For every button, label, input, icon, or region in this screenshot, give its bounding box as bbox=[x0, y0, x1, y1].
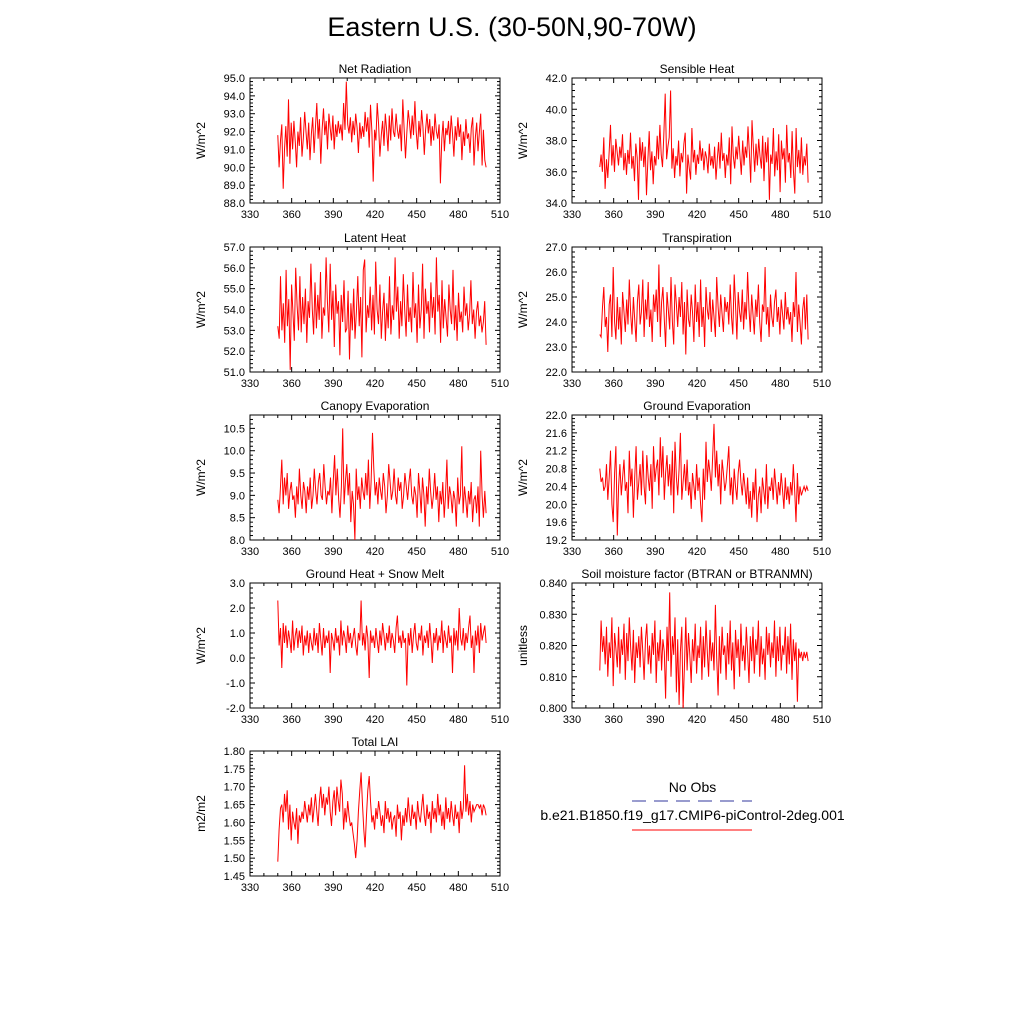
x-tick-label: 330 bbox=[240, 882, 260, 894]
panel-title: Ground Evaporation bbox=[643, 399, 751, 413]
y-tick-label: 8.0 bbox=[229, 535, 245, 547]
x-tick-label: 510 bbox=[812, 209, 832, 221]
y-tick-label: 51.0 bbox=[223, 367, 245, 379]
y-tick-label: 55.0 bbox=[223, 283, 245, 296]
y-tick-label: 36.0 bbox=[545, 166, 567, 179]
x-tick-label: 360 bbox=[282, 378, 301, 390]
x-tick-label: 450 bbox=[729, 378, 748, 390]
panel-title: Total LAI bbox=[351, 735, 399, 749]
y-tick-label: 52.0 bbox=[223, 346, 245, 359]
y-tick-label: 2.0 bbox=[229, 603, 245, 615]
y-axis-label: W/m^2 bbox=[516, 459, 530, 496]
series-line bbox=[600, 265, 808, 355]
y-tick-label: 8.5 bbox=[229, 512, 245, 525]
series-line bbox=[600, 91, 808, 200]
y-tick-label: 0.0 bbox=[229, 653, 245, 665]
y-tick-label: 9.0 bbox=[229, 490, 245, 503]
legend-obs-label: No Obs bbox=[668, 779, 717, 795]
series-line bbox=[278, 82, 486, 189]
x-tick-label: 510 bbox=[812, 378, 832, 390]
y-tick-label: 19.6 bbox=[545, 517, 567, 530]
x-tick-label: 390 bbox=[646, 378, 665, 390]
chart-panel bbox=[516, 231, 831, 390]
x-tick-label: 450 bbox=[407, 378, 426, 390]
x-tick-label: 480 bbox=[449, 882, 468, 894]
y-tick-label: -2.0 bbox=[226, 703, 245, 715]
y-axis-label: W/m^2 bbox=[194, 291, 208, 328]
y-tick-label: 90.0 bbox=[223, 162, 245, 175]
series-line bbox=[278, 257, 486, 370]
y-tick-label: 22.0 bbox=[545, 367, 567, 379]
chart-panel bbox=[516, 567, 831, 726]
y-tick-label: 56.0 bbox=[223, 262, 245, 275]
y-axis-label: unitless bbox=[516, 625, 530, 666]
y-tick-label: 20.0 bbox=[545, 499, 567, 512]
y-tick-label: 54.0 bbox=[223, 304, 245, 317]
x-tick-label: 480 bbox=[449, 714, 468, 726]
x-tick-label: 480 bbox=[449, 378, 468, 390]
x-tick-label: 390 bbox=[646, 209, 665, 221]
x-tick-label: 510 bbox=[490, 209, 510, 221]
y-tick-label: 10.0 bbox=[223, 445, 245, 458]
chart-panel bbox=[516, 399, 831, 558]
x-tick-label: 420 bbox=[365, 714, 385, 726]
panel-title: Net Radiation bbox=[338, 62, 412, 76]
y-axis-label: W/m^2 bbox=[194, 122, 208, 159]
x-tick-label: 480 bbox=[771, 378, 790, 390]
y-tick-label: 1.80 bbox=[223, 746, 245, 758]
y-tick-label: 0.800 bbox=[539, 703, 567, 715]
y-tick-label: 1.65 bbox=[223, 799, 245, 812]
chart-panel bbox=[194, 231, 509, 390]
series-line bbox=[278, 601, 486, 686]
series-line bbox=[278, 765, 486, 861]
y-tick-label: 1.50 bbox=[223, 853, 245, 866]
x-tick-label: 360 bbox=[604, 714, 623, 726]
x-tick-label: 330 bbox=[562, 209, 582, 221]
chart-panel bbox=[194, 735, 509, 894]
x-tick-label: 450 bbox=[729, 209, 748, 221]
y-tick-label: 42.0 bbox=[545, 73, 567, 85]
x-tick-label: 510 bbox=[490, 882, 510, 894]
x-tick-label: 480 bbox=[771, 714, 790, 726]
chart-panel bbox=[194, 399, 509, 558]
y-tick-label: 21.6 bbox=[545, 427, 567, 440]
y-tick-label: 19.2 bbox=[545, 535, 567, 547]
chart-panel bbox=[194, 567, 509, 726]
x-tick-label: 360 bbox=[604, 209, 623, 221]
x-tick-label: 360 bbox=[282, 209, 301, 221]
y-tick-label: 0.830 bbox=[539, 609, 567, 622]
legend-obs-line bbox=[630, 798, 755, 804]
y-tick-label: 53.0 bbox=[223, 325, 245, 338]
y-axis-label: W/m^2 bbox=[194, 459, 208, 496]
x-tick-label: 420 bbox=[687, 546, 707, 558]
series-line bbox=[278, 428, 486, 540]
y-axis-label: W/m^2 bbox=[516, 291, 530, 328]
y-axis-label: W/m^2 bbox=[194, 627, 208, 664]
y-tick-label: 24.0 bbox=[545, 317, 567, 329]
y-tick-label: 21.2 bbox=[545, 445, 567, 458]
y-tick-label: 34.0 bbox=[545, 198, 567, 210]
x-tick-label: 390 bbox=[324, 378, 343, 390]
y-tick-label: 0.820 bbox=[539, 640, 567, 653]
y-tick-label: 0.810 bbox=[539, 671, 567, 684]
y-tick-label: 22.0 bbox=[545, 410, 567, 422]
y-tick-label: 89.0 bbox=[223, 180, 245, 193]
x-tick-label: 330 bbox=[240, 714, 260, 726]
y-tick-label: 27.0 bbox=[545, 242, 567, 254]
y-tick-label: 1.75 bbox=[223, 763, 245, 776]
x-tick-label: 420 bbox=[687, 714, 707, 726]
legend-model-label: b.e21.B1850.f19_g17.CMIP6-piControl-2deg.001 bbox=[540, 807, 845, 823]
x-tick-label: 450 bbox=[407, 546, 426, 558]
x-tick-label: 450 bbox=[407, 209, 426, 221]
y-tick-label: 1.45 bbox=[223, 871, 245, 883]
x-tick-label: 510 bbox=[490, 546, 510, 558]
y-tick-label: 1.0 bbox=[229, 628, 245, 640]
y-tick-label: 94.0 bbox=[223, 90, 245, 103]
y-tick-label: -1.0 bbox=[226, 678, 245, 690]
y-tick-label: 38.0 bbox=[545, 135, 567, 148]
x-tick-label: 390 bbox=[324, 209, 343, 221]
panel-title: Transpiration bbox=[662, 231, 732, 245]
x-tick-label: 450 bbox=[729, 546, 748, 558]
y-tick-label: 91.0 bbox=[223, 144, 245, 157]
chart-panel bbox=[194, 62, 509, 221]
x-tick-label: 360 bbox=[282, 714, 301, 726]
y-tick-label: 95.0 bbox=[223, 73, 245, 85]
x-tick-label: 330 bbox=[562, 546, 582, 558]
y-tick-label: 40.0 bbox=[545, 104, 567, 117]
y-tick-label: 10.5 bbox=[223, 423, 245, 436]
series-line bbox=[600, 592, 808, 708]
x-tick-label: 330 bbox=[240, 546, 260, 558]
x-tick-label: 420 bbox=[365, 378, 385, 390]
x-tick-label: 360 bbox=[604, 546, 623, 558]
x-tick-label: 480 bbox=[449, 546, 468, 558]
y-tick-label: 93.0 bbox=[223, 108, 245, 121]
y-tick-label: 92.0 bbox=[223, 126, 245, 139]
chart-panel bbox=[516, 62, 831, 221]
y-tick-label: 0.840 bbox=[539, 578, 567, 590]
y-tick-label: 88.0 bbox=[223, 198, 245, 210]
x-tick-label: 360 bbox=[282, 882, 301, 894]
x-tick-label: 510 bbox=[812, 546, 832, 558]
y-tick-label: 9.5 bbox=[229, 468, 245, 481]
figure-title: Eastern U.S. (30-50N,90-70W) bbox=[327, 12, 697, 42]
x-tick-label: 480 bbox=[771, 209, 790, 221]
y-tick-label: 1.60 bbox=[223, 817, 245, 830]
x-tick-label: 330 bbox=[562, 714, 582, 726]
x-tick-label: 420 bbox=[687, 378, 707, 390]
x-tick-label: 510 bbox=[812, 714, 832, 726]
y-tick-label: 25.0 bbox=[545, 292, 567, 304]
series-line bbox=[600, 424, 808, 536]
x-tick-label: 390 bbox=[324, 714, 343, 726]
x-tick-label: 510 bbox=[490, 714, 510, 726]
x-tick-label: 390 bbox=[324, 882, 343, 894]
x-tick-label: 330 bbox=[240, 209, 260, 221]
y-tick-label: 20.4 bbox=[545, 481, 567, 494]
y-axis-label: m2/m2 bbox=[194, 795, 208, 832]
y-axis-label: W/m^2 bbox=[516, 122, 530, 159]
x-tick-label: 420 bbox=[365, 882, 385, 894]
x-tick-label: 390 bbox=[646, 546, 665, 558]
x-tick-label: 390 bbox=[646, 714, 665, 726]
y-tick-label: 57.0 bbox=[223, 242, 245, 254]
x-tick-label: 450 bbox=[407, 882, 426, 894]
x-tick-label: 330 bbox=[240, 378, 260, 390]
x-tick-label: 450 bbox=[729, 714, 748, 726]
y-tick-label: 3.0 bbox=[229, 578, 245, 590]
y-tick-label: 26.0 bbox=[545, 267, 567, 279]
y-tick-label: 23.0 bbox=[545, 342, 567, 354]
y-tick-label: 20.8 bbox=[545, 463, 567, 476]
panel-title: Latent Heat bbox=[343, 231, 407, 245]
x-tick-label: 450 bbox=[407, 714, 426, 726]
panel-title: Canopy Evaporation bbox=[320, 399, 430, 413]
x-tick-label: 420 bbox=[687, 209, 707, 221]
x-tick-label: 480 bbox=[449, 209, 468, 221]
x-tick-label: 420 bbox=[365, 546, 385, 558]
panel-title: Ground Heat + Snow Melt bbox=[305, 567, 445, 581]
panel-title: Sensible Heat bbox=[659, 62, 735, 76]
x-tick-label: 360 bbox=[282, 546, 301, 558]
legend-model-line bbox=[630, 827, 755, 833]
y-tick-label: 1.55 bbox=[223, 835, 245, 848]
x-tick-label: 510 bbox=[490, 378, 510, 390]
x-tick-label: 420 bbox=[365, 209, 385, 221]
x-tick-label: 390 bbox=[324, 546, 343, 558]
x-tick-label: 330 bbox=[562, 378, 582, 390]
y-tick-label: 1.70 bbox=[223, 781, 245, 794]
x-tick-label: 360 bbox=[604, 378, 623, 390]
panel-title: Soil moisture factor (BTRAN or BTRANMN) bbox=[581, 567, 813, 581]
x-tick-label: 480 bbox=[771, 546, 790, 558]
